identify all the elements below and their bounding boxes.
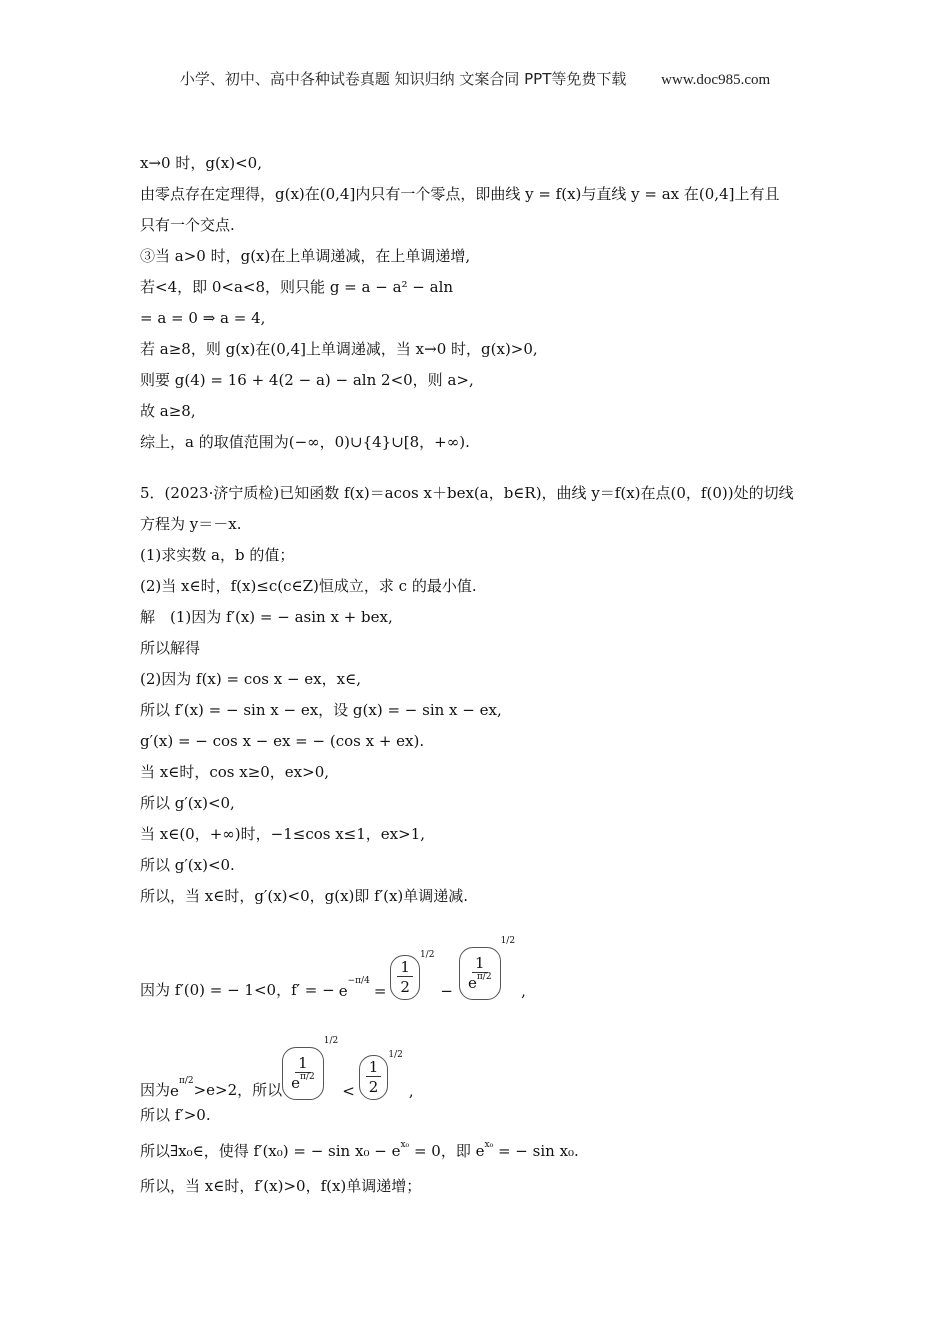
fraction-one-over-e: $\frac{1}{e^{\pi/2}}$ bbox=[282, 1047, 324, 1100]
solution-line: 所以 g′(x)<0, bbox=[140, 794, 235, 812]
text-line: 若<4，即 0<a<8，则只能 g = a − a² − aln bbox=[140, 278, 454, 296]
fraction-one-half: $\frac{1}{2}$ bbox=[359, 1055, 389, 1100]
solution-line: 所以，当 x∈时，f′(x)>0，f(x)单调递增； bbox=[140, 1177, 422, 1195]
fraction-one-over-e: $\frac{1}{e^{\pi/2}}$ bbox=[459, 947, 501, 1000]
problem-5-statement-cont: 方程为 y＝－x. bbox=[140, 515, 242, 533]
solution-line: 所以 f′(x) = − sin x − ex，设 g(x) = − sin x − ex, bbox=[140, 701, 502, 719]
solution-line: 所以解得 bbox=[140, 639, 201, 657]
solution-line: g′(x) = − cos x − ex = − (cos x + ex). bbox=[140, 732, 425, 750]
page-header bbox=[0, 68, 950, 89]
question-1: (1)求实数 a，b 的值； bbox=[140, 546, 295, 564]
text-line: ③当 a>0 时，g(x)在上单调递减，在上单调递增, bbox=[140, 247, 471, 265]
header-text: 小学、初中、高中各种试卷真题 知识归纳 文案合同 PPT等免费下载 bbox=[179, 70, 627, 88]
solution-line: 所以，当 x∈时，g′(x)<0，g(x)即 f′(x)单调递减. bbox=[140, 887, 469, 905]
problem-5-statement: 5．(2023·济宁质检)已知函数 f(x)＝acos x＋bex(a，b∈R)，曲线 y＝f(x)在点(0，f(0))处的切线 bbox=[140, 484, 794, 502]
document-body bbox=[140, 148, 820, 1202]
solution-line: 所以 f′>0. bbox=[140, 1106, 211, 1124]
text-line: x→0 时，g(x)<0, bbox=[140, 154, 262, 172]
text-line: 只有一个交点. bbox=[140, 216, 235, 234]
fraction-one-half: $\frac{1}{2}$ bbox=[390, 955, 420, 1000]
solution-line: 解 (1)因为 f′(x) = − asin x + bex, bbox=[140, 608, 393, 626]
solution-line: 所以 g′(x)<0. bbox=[140, 856, 235, 874]
text-line: 若 a≥8，则 g(x)在(0,4]上单调递减，当 x→0 时，g(x)>0, bbox=[140, 340, 538, 358]
text-line: 综上，a 的取值范围为(−∞，0)∪{4}∪[8，+∞). bbox=[140, 433, 470, 451]
exp-e: $e^{x_0}$ bbox=[391, 1140, 410, 1160]
solution-line: (2)因为 f(x) = cos x − ex，x∈, bbox=[140, 670, 361, 688]
solution-line-x0: 所以∃x₀∈，使得 f′(x₀) = − $\sin x_0 - e^{x_0} = 0$，即 $e^{x_0}$ = − sin x₀. bbox=[140, 1131, 820, 1171]
exp-e: $e^{-\pi/4}$ bbox=[338, 976, 370, 1000]
exp-e: $e^{\pi/2}$ bbox=[170, 1076, 194, 1100]
text-line: = a = 0 ⇒ a = 4, bbox=[140, 309, 266, 327]
exp-e: $e^{x_0}$ bbox=[475, 1140, 494, 1160]
formula-line-derivative-value: 因为 f′(0) = − 1<0，f′ = − $e^{-\pi/4}$ = $\frac{1}{2}$ 1/2 − $\frac{1}{e^{\pi/2}}$ 1/2 , bbox=[140, 936, 526, 1000]
header-site: www.doc985.com bbox=[661, 72, 771, 88]
formula-line-comparison: 因为 $e^{\pi/2}$ >e>2，所以 $\frac{1}{e^{\pi/2}}$ 1/2 < $\frac{1}{2}$ 1/2 , bbox=[140, 1036, 414, 1100]
text-line: 由零点存在定理得，g(x)在(0,4]内只有一个零点，即曲线 y = f(x)与直线 y = ax 在(0,4]上有且 bbox=[140, 185, 780, 203]
solution-line: 当 x∈时，cos x≥0，ex>0, bbox=[140, 763, 330, 781]
text-line: 则要 g(4) = 16 + 4(2 − a) − aln 2<0，则 a>, bbox=[140, 371, 474, 389]
text-line: 故 a≥8, bbox=[140, 402, 196, 420]
solution-line: 当 x∈(0，+∞)时，−1≤cos x≤1，ex>1, bbox=[140, 825, 426, 843]
question-2: (2)当 x∈时，f(x)≤c(c∈Z)恒成立，求 c 的最小值. bbox=[140, 577, 477, 595]
